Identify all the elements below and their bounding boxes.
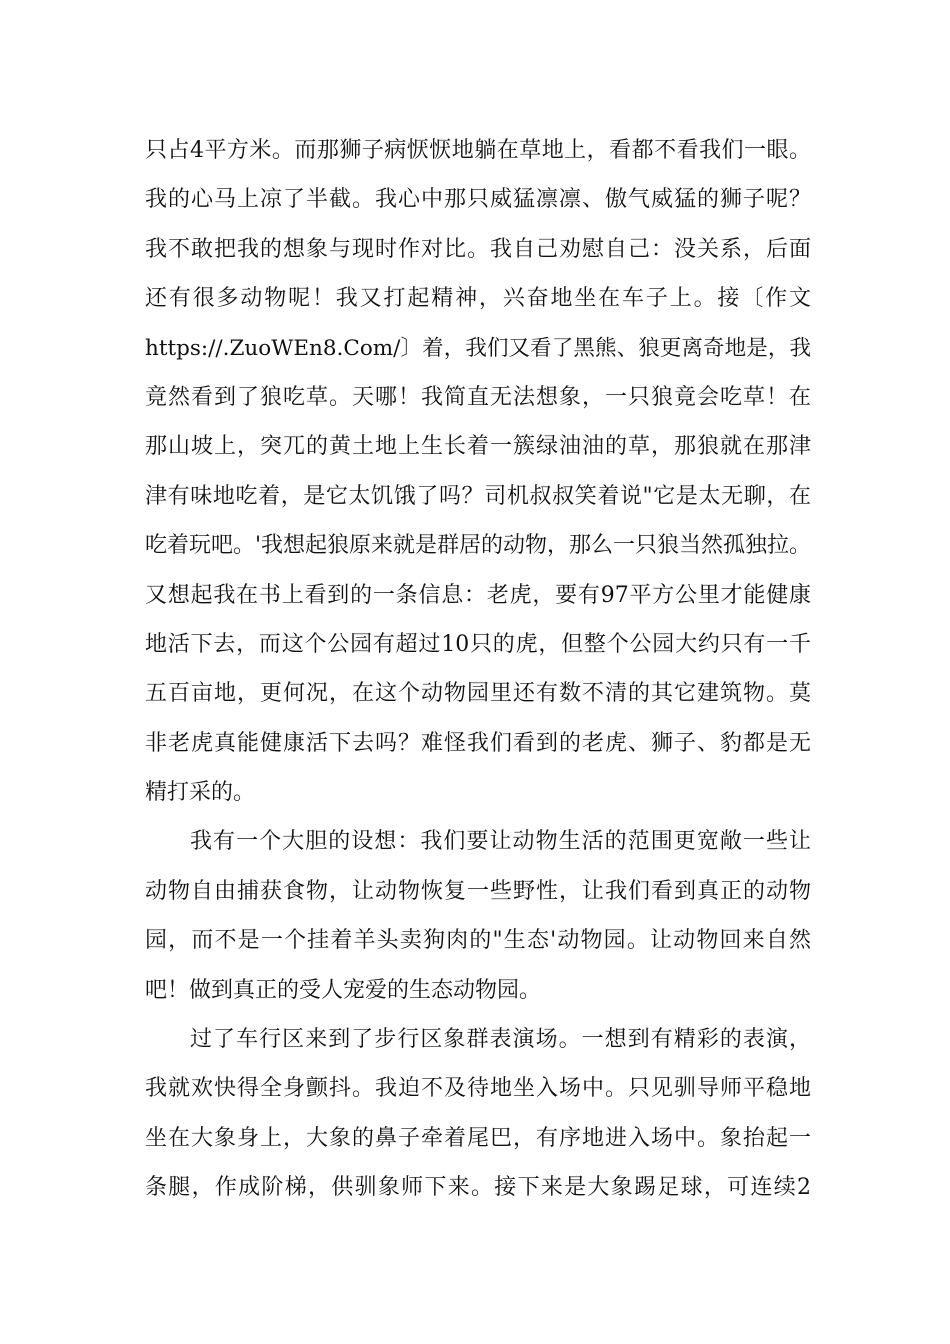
paragraph-first-line: 过了车行区来到了步行区象群表演场。一想到有精彩的表演，	[190, 1027, 811, 1053]
text-line: 动物自由捕获食物，让动物恢复一些野性，让我们看到真正的动物	[145, 878, 811, 904]
text-line: 津有味地吃着，是它太饥饿了吗？司机叔叔笑着说"它是太无聊，在	[145, 483, 811, 509]
text-line: 地活下去，而这个公园有超过10只的虎，但整个公园大约只有一千	[145, 631, 811, 657]
text-line: 条腿，作成阶梯，供驯象师下来。接下来是大象踢足球，可连续2	[145, 1175, 811, 1201]
text-line: 坐在大象身上，大象的鼻子牵着尾巴，有序地进入场中。象抬起一	[145, 1125, 811, 1151]
text-line: 五百亩地，更何况，在这个动物园里还有数不清的其它建筑物。莫	[145, 681, 811, 707]
text-line: https://.ZuoWEn8.Com/〕着，我们又看了黑熊、狼更离奇地是，我	[145, 335, 811, 361]
text-line: 我就欢快得全身颤抖。我迫不及待地坐入场中。只见驯导师平稳地	[145, 1076, 811, 1102]
body-text	[145, 126, 811, 1213]
text-line: 精打采的。	[145, 780, 256, 806]
text-line: 园，而不是一个挂着羊头卖狗肉的"生态'动物园。让动物回来自然	[145, 928, 811, 954]
text-line: 吃着玩吧。'我想起狼原来就是群居的动物，那么一只狼当然孤独拉。	[145, 533, 812, 559]
text-line: 还有很多动物呢！我又打起精神，兴奋地坐在车子上。接〔作文	[145, 286, 811, 312]
paragraph-first-line: 我有一个大胆的设想：我们要让动物生活的范围更宽敞一些让	[190, 829, 811, 855]
text-line: 我的心马上凉了半截。我心中那只威猛凛凛、傲气威猛的狮子呢？	[145, 187, 811, 213]
text-line: 又想起我在书上看到的一条信息：老虎，要有97平方公里才能健康	[145, 582, 811, 608]
text-line: 那山坡上，突兀的黄土地上生长着一簇绿油油的草，那狼就在那津	[145, 434, 811, 460]
text-line: 我不敢把我的想象与现时作对比。我自己劝慰自己：没关系，后面	[145, 236, 811, 262]
text-line: 只占4平方米。而那狮子病恹恹地躺在草地上，看都不看我们一眼。	[145, 138, 811, 163]
text-line: 吧！做到真正的受人宠爱的生态动物园。	[145, 977, 542, 1003]
text-line: 竟然看到了狼吃草。天哪！我简直无法想象，一只狼竟会吃草！在	[145, 384, 811, 410]
text-line: 非老虎真能健康活下去吗？难怪我们看到的老虎、狮子、豹都是无	[145, 730, 811, 756]
